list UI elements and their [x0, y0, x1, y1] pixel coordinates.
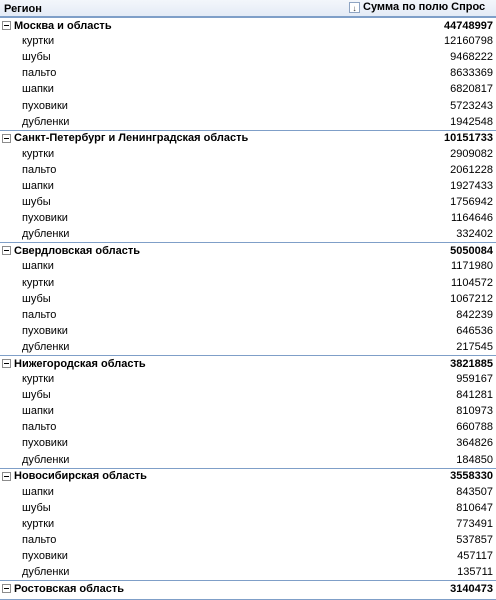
- item-value: 841281: [456, 389, 493, 402]
- collapse-toggle-icon[interactable]: [2, 134, 11, 143]
- item-row[interactable]: [0, 323, 496, 339]
- item-value: 184850: [456, 453, 493, 466]
- item-value: 1927433: [450, 179, 493, 192]
- item-value: 12160798: [444, 35, 493, 48]
- region-name: Санкт-Петербург и Ленинградская область: [14, 132, 249, 145]
- item-row[interactable]: [0, 275, 496, 291]
- item-value: 8633369: [450, 67, 493, 80]
- item-row[interactable]: [0, 403, 496, 419]
- item-row[interactable]: [0, 564, 496, 580]
- item-value: 773491: [456, 517, 493, 530]
- sort-icon[interactable]: ↓: [349, 2, 360, 13]
- item-name: шапки: [22, 179, 54, 192]
- item-value: 135711: [457, 566, 493, 579]
- item-value: 660788: [456, 421, 493, 434]
- item-row[interactable]: [0, 146, 496, 162]
- item-value: 2909082: [450, 147, 493, 160]
- item-value: 5723243: [450, 99, 493, 112]
- item-row[interactable]: [0, 500, 496, 516]
- item-value: 1942548: [450, 115, 493, 128]
- item-row[interactable]: [0, 419, 496, 435]
- item-row[interactable]: [0, 162, 496, 178]
- item-value: 1104572: [450, 276, 493, 289]
- region-row[interactable]: [0, 468, 496, 484]
- item-name: шубы: [22, 292, 51, 305]
- item-name: куртки: [22, 276, 55, 289]
- item-name: пальто: [22, 163, 57, 176]
- item-name: дубленки: [22, 340, 70, 353]
- item-row[interactable]: [0, 194, 496, 210]
- item-row[interactable]: [0, 532, 496, 548]
- item-name: шапки: [22, 405, 54, 418]
- region-name: Нижегородская область: [14, 357, 146, 370]
- item-name: шубы: [22, 51, 51, 64]
- item-row[interactable]: [0, 371, 496, 387]
- item-value: 1067212: [450, 292, 493, 305]
- item-name: пуховики: [22, 324, 68, 337]
- item-value: 646536: [456, 324, 493, 337]
- collapse-toggle-icon[interactable]: [2, 584, 11, 593]
- item-name: шубы: [22, 196, 51, 209]
- item-row[interactable]: [0, 435, 496, 451]
- region-row[interactable]: [0, 130, 496, 146]
- item-row[interactable]: [0, 49, 496, 65]
- item-row[interactable]: [0, 307, 496, 323]
- item-name: пуховики: [22, 212, 68, 225]
- item-value: 842239: [456, 308, 493, 321]
- item-name: шубы: [22, 501, 51, 514]
- item-value: 457117: [457, 550, 493, 563]
- item-name: куртки: [22, 35, 55, 48]
- item-row[interactable]: [0, 114, 496, 130]
- item-name: пуховики: [22, 437, 68, 450]
- collapse-toggle-icon[interactable]: [2, 472, 11, 481]
- item-value: 810647: [456, 501, 493, 514]
- region-total: 3140473: [450, 582, 493, 595]
- item-row[interactable]: [0, 291, 496, 307]
- item-value: 810973: [456, 405, 493, 418]
- region-total: 3558330: [450, 470, 493, 483]
- region-name: Ростовская область: [14, 582, 125, 595]
- item-name: дубленки: [22, 453, 70, 466]
- item-name: куртки: [22, 517, 55, 530]
- item-row[interactable]: [0, 258, 496, 274]
- item-row[interactable]: [0, 516, 496, 532]
- sum-column-header[interactable]: [349, 1, 485, 13]
- region-row[interactable]: [0, 580, 496, 596]
- item-value: 537857: [456, 534, 493, 547]
- item-row[interactable]: [0, 65, 496, 81]
- region-row[interactable]: [0, 242, 496, 258]
- item-value: 9468222: [450, 51, 493, 64]
- item-name: дубленки: [22, 115, 70, 128]
- item-name: пальто: [22, 534, 57, 547]
- item-row[interactable]: [0, 339, 496, 355]
- pivot-rows: [0, 17, 496, 596]
- item-name: пальто: [22, 421, 57, 434]
- item-row[interactable]: [0, 484, 496, 500]
- item-name: пуховики: [22, 99, 68, 112]
- item-row[interactable]: [0, 33, 496, 49]
- region-row[interactable]: [0, 355, 496, 371]
- region-row[interactable]: [0, 17, 496, 33]
- region-name: Москва и область: [14, 19, 112, 32]
- item-name: пальто: [22, 67, 57, 80]
- item-name: дубленки: [22, 228, 70, 241]
- region-name: Свердловская область: [14, 244, 140, 257]
- item-value: 217545: [456, 340, 493, 353]
- item-name: пуховики: [22, 550, 68, 563]
- item-value: 332402: [456, 228, 493, 241]
- region-total: 10151733: [444, 132, 493, 145]
- region-total: 5050084: [450, 244, 493, 257]
- collapse-toggle-icon[interactable]: [2, 359, 11, 368]
- region-column-header[interactable]: Регион: [4, 3, 42, 15]
- item-row[interactable]: [0, 387, 496, 403]
- item-row[interactable]: [0, 548, 496, 564]
- region-name: Новосибирская область: [14, 470, 147, 483]
- item-row[interactable]: [0, 210, 496, 226]
- item-value: 1164646: [450, 212, 493, 225]
- item-row[interactable]: [0, 178, 496, 194]
- item-name: шапки: [22, 485, 54, 498]
- sum-column-label: Сумма по полю Спрос: [363, 1, 486, 13]
- item-value: 364826: [456, 437, 493, 450]
- item-value: 1756942: [450, 196, 493, 209]
- item-name: шубы: [22, 389, 51, 402]
- item-name: дубленки: [22, 566, 70, 579]
- region-total: 3821885: [450, 357, 493, 370]
- item-name: пальто: [22, 308, 57, 321]
- item-value: 1171980: [450, 260, 493, 273]
- pivot-header-row: [0, 0, 496, 17]
- item-row[interactable]: [0, 97, 496, 113]
- item-name: шапки: [22, 260, 54, 273]
- item-name: куртки: [22, 373, 55, 386]
- item-value: 843507: [456, 485, 493, 498]
- item-row[interactable]: [0, 81, 496, 97]
- item-value: 2061228: [450, 163, 493, 176]
- collapse-toggle-icon[interactable]: [2, 246, 11, 255]
- item-row[interactable]: [0, 226, 496, 242]
- item-value: 6820817: [450, 83, 493, 96]
- item-row[interactable]: [0, 452, 496, 468]
- item-name: шапки: [22, 83, 54, 96]
- item-name: куртки: [22, 147, 55, 160]
- region-total: 44748997: [444, 19, 493, 32]
- collapse-toggle-icon[interactable]: [2, 21, 11, 30]
- item-value: 959167: [456, 373, 493, 386]
